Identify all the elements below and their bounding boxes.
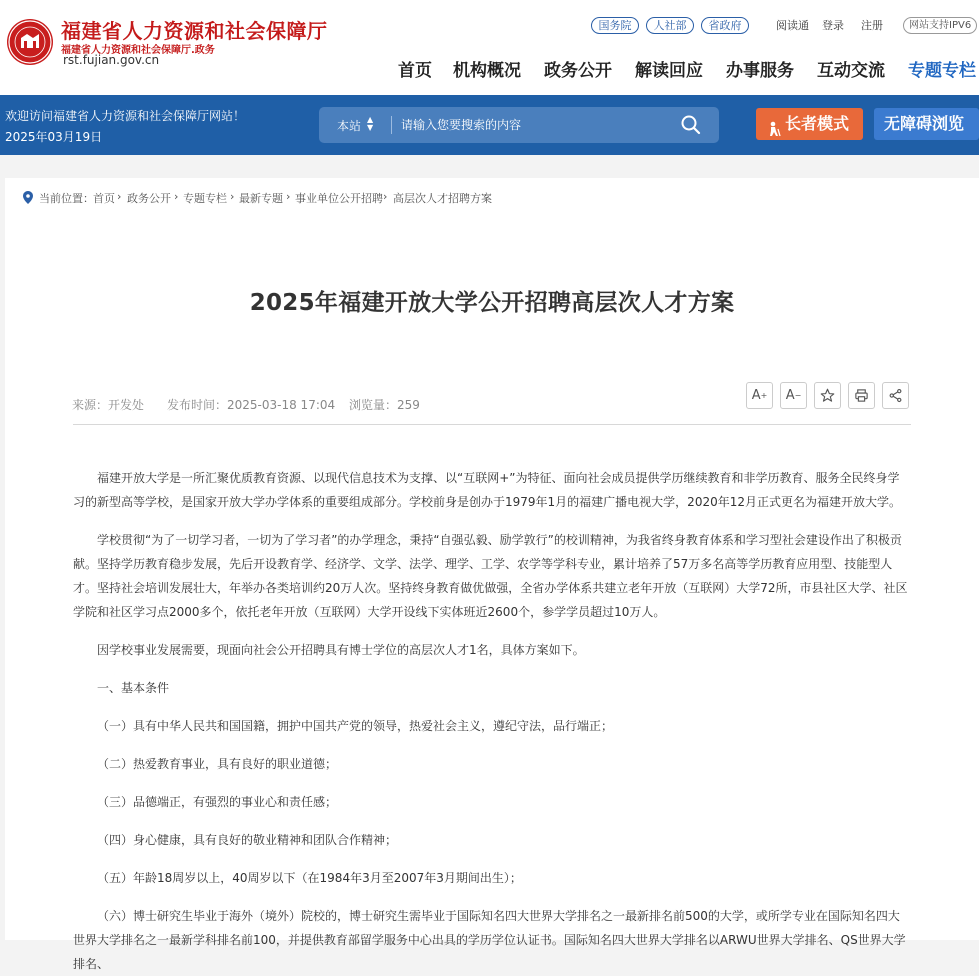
article-paragraph: 因学校事业发展需要，现面向社会公开招聘具有博士学位的高层次人才1名，具体方案如下。 (97, 643, 585, 657)
site-subtitle: 福建省人力资源和社会保障厅.政务 (61, 45, 215, 56)
nav-special-topics[interactable]: 专题专栏 (908, 61, 976, 81)
breadcrumb-latest-topics[interactable]: 最新专题 (239, 192, 283, 205)
article-source: 来源：开发处 (72, 398, 145, 412)
welcome-text: 欢迎访问福建省人力资源和社会保障厅网站！ (5, 109, 246, 123)
search-icon[interactable] (680, 114, 704, 136)
current-date: 2025年03月19日 (5, 130, 103, 144)
breadcrumb-gov-affairs[interactable]: 政务公开 (127, 192, 171, 205)
elder-mode-button[interactable] (756, 108, 863, 140)
article-views: 浏览量：259 (349, 398, 420, 412)
article-paragraph: 学校贯彻“为了一切学习者，一切为了学习者”的办学理念，秉持“自强弘毅、励学敦行”的校训精神，为我省终身教育体系和学习型社会建设作出了积极贡献。坚持学历教育稳步发展，先后开设教育学、经济学、文学、法学、理学、工学、农学等学科专业，累计培养了57万多名高等学历教育应用型、技能型人才。坚持社会培训发展壮大，年举办各类培训约20万人次。坚持终身教育做优做强，全省办学体系共建立老年开放（互联网）大学72所，市县社区大学、社区学院和社区学习点2000多个，依托老年开放（互联网）大学开设线下实体班近2600个，参学学员超过10万人。 (73, 533, 908, 619)
login-link[interactable]: 登录 (822, 19, 844, 32)
article-body (73, 466, 911, 976)
ipv6-badge: 网站支持IPV6 (903, 17, 977, 34)
gov-link-province[interactable]: 省政府 (701, 17, 749, 34)
nav-interpretation[interactable]: 解读回应 (635, 61, 703, 81)
gov-link-state-council[interactable]: 国务院 (591, 17, 639, 34)
read-link[interactable]: 阅读通 (776, 19, 809, 32)
breadcrumb-sep: › (174, 190, 179, 203)
article-paragraph: 福建开放大学是一所汇聚优质教育资源、以现代信息技术为支撑、以“互联网+”为特征、面向社会成员提供学历继续教育和非学历教育、服务全民终身学习的新型高等学校，是国家开放大学办学体系的重要组成部分。学校前身是创办于1979年1月的福建广播电视大学，2020年12月正式更名为福建开放大学。 (73, 471, 901, 509)
article-title: 2025年福建开放大学公开招聘高层次人才方案 (249, 290, 735, 316)
nav-organization[interactable]: 机构概况 (453, 61, 521, 81)
condition-item: （一）具有中华人民共和国国籍，拥护中国共产党的领导，热爱社会主义，遵纪守法，品行端正； (97, 719, 614, 733)
updown-arrows-icon[interactable]: ▲ ▼ (367, 115, 374, 132)
breadcrumb-special-topics[interactable]: 专题专栏 (183, 192, 227, 205)
condition-item: （二）热爱教育事业，具有良好的职业道德； (97, 757, 338, 771)
accessible-browse-button[interactable]: 无障碍浏览 (874, 108, 979, 140)
condition-item: （六）博士研究生毕业于海外（境外）院校的，博士研究生需毕业于国际知名四大世界大学排名之一最新排名前500的大学，或所学专业在国际知名四大世界大学排名之一最新学科排名前100，并提供教育部留学服务中心出具的学历学位认证书。国际知名四大世界大学排名以ARWU世界大学排名、QS世界大学排名、 (73, 909, 906, 971)
condition-item: （四）身心健康，具有良好的敬业精神和团队合作精神； (97, 833, 398, 847)
register-link[interactable]: 注册 (861, 19, 883, 32)
condition-item: （五）年龄18周岁以上，40周岁以下（在1984年3月至2007年3月期间出生）； (97, 871, 522, 885)
breadcrumb-prefix: 当前位置： (39, 192, 94, 205)
breadcrumb-sep: › (117, 190, 122, 203)
breadcrumb-public-recruitment[interactable]: 事业单位公开招聘 (295, 192, 383, 205)
nav-interaction[interactable]: 互动交流 (817, 61, 885, 81)
breadcrumb-sep: › (286, 190, 291, 203)
nav-home[interactable]: 首页 (398, 61, 432, 81)
print-icon[interactable] (848, 382, 875, 409)
search-divider (391, 116, 392, 134)
breadcrumb-current[interactable]: 高层次人才招聘方案 (393, 192, 492, 205)
elder-mode-label: 长者模式 (785, 114, 850, 133)
search-box (319, 107, 719, 143)
favorite-star-icon[interactable] (814, 382, 841, 409)
emblem-logo-icon[interactable] (7, 19, 53, 65)
breadcrumb-sep: › (230, 190, 235, 203)
gov-link-mohrss[interactable]: 人社部 (646, 17, 694, 34)
breadcrumb-home[interactable]: 首页 (93, 192, 115, 205)
font-increase-icon[interactable]: A + (746, 382, 773, 409)
search-input[interactable] (401, 113, 671, 137)
section-heading: 一、基本条件 (97, 681, 170, 695)
location-pin-icon (23, 191, 33, 207)
site-header (0, 0, 979, 95)
elder-person-icon (766, 116, 782, 148)
meta-divider (73, 424, 911, 425)
site-url: rst.fujian.gov.cn (63, 53, 160, 67)
site-title[interactable]: 福建省人力资源和社会保障厅 (61, 19, 328, 43)
article-panel (5, 178, 979, 971)
nav-services[interactable]: 办事服务 (726, 61, 794, 81)
font-decrease-icon[interactable]: A − (780, 382, 807, 409)
breadcrumb-sep: › (383, 190, 388, 203)
welcome-search-bar (0, 95, 979, 155)
share-icon[interactable] (882, 382, 909, 409)
condition-item: （三）品德端正，有强烈的事业心和责任感； (97, 795, 338, 809)
nav-gov-affairs[interactable]: 政务公开 (544, 61, 612, 81)
article-publish-time: 发布时间：2025-03-18 17:04 (167, 398, 336, 412)
search-scope-select[interactable]: 本站 (337, 119, 362, 133)
